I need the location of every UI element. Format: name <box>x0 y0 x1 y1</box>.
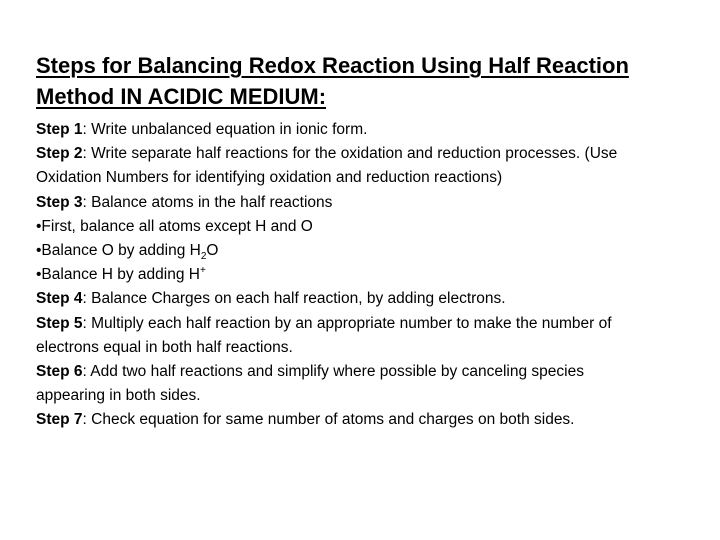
step-2 <box>36 142 636 190</box>
step-2-text: : Write separate half reactions for the oxidation and reduction processes. (Use Oxidation Numbers for identifying oxidation and reduction reactions) <box>36 145 618 187</box>
bullet-oxygen-subscript: 2 <box>200 251 207 263</box>
step-7 <box>36 408 636 432</box>
bullet-balance-hydrogen <box>36 263 636 287</box>
step-7-label: Step 7 <box>36 411 83 429</box>
step-5-label: Step 5 <box>36 314 83 332</box>
step-1 <box>36 118 636 142</box>
bullet-balance-atoms: •First, balance all atoms except H and O <box>36 217 313 235</box>
step-3-text: : Balance atoms in the half reactions <box>82 193 333 211</box>
bullet-hydrogen-prefix: •Balance H by adding H <box>36 266 200 284</box>
step-5 <box>36 312 636 360</box>
bullet-balance-oxygen <box>36 239 636 263</box>
step-1-label: Step 1 <box>36 121 83 138</box>
step-5-text: : Multiply each half reaction by an appropriate number to make the number of electrons equal in both half reactions. <box>36 314 612 356</box>
step-4-text: : Balance Charges on each half reaction, by adding electrons. <box>82 290 506 308</box>
step-7-text: : Check equation for same number of atoms and charges on both sides. <box>82 411 575 429</box>
bullet-hydrogen-superscript: + <box>199 265 206 277</box>
step-6-text: : Add two half reactions and simplify where possible by canceling species appearing in both sides. <box>36 363 584 405</box>
bullet-oxygen-suffix: O <box>206 242 219 260</box>
bullet-oxygen-prefix: •Balance O by adding H <box>36 242 201 260</box>
step-6 <box>36 360 636 408</box>
slide-title: Steps for Balancing Redox Reaction Using Half Reaction Method IN ACIDIC MEDIUM: <box>36 53 629 109</box>
step-2-label: Step 2 <box>36 145 83 163</box>
step-4 <box>36 287 636 311</box>
step-3-label: Step 3 <box>36 193 83 211</box>
step-1-text: : Write unbalanced equation in ionic form. <box>82 121 368 138</box>
step-6-label: Step 6 <box>36 363 83 381</box>
step-4-label: Step 4 <box>36 290 83 308</box>
step-3 <box>36 191 636 215</box>
steps-content <box>36 118 636 433</box>
